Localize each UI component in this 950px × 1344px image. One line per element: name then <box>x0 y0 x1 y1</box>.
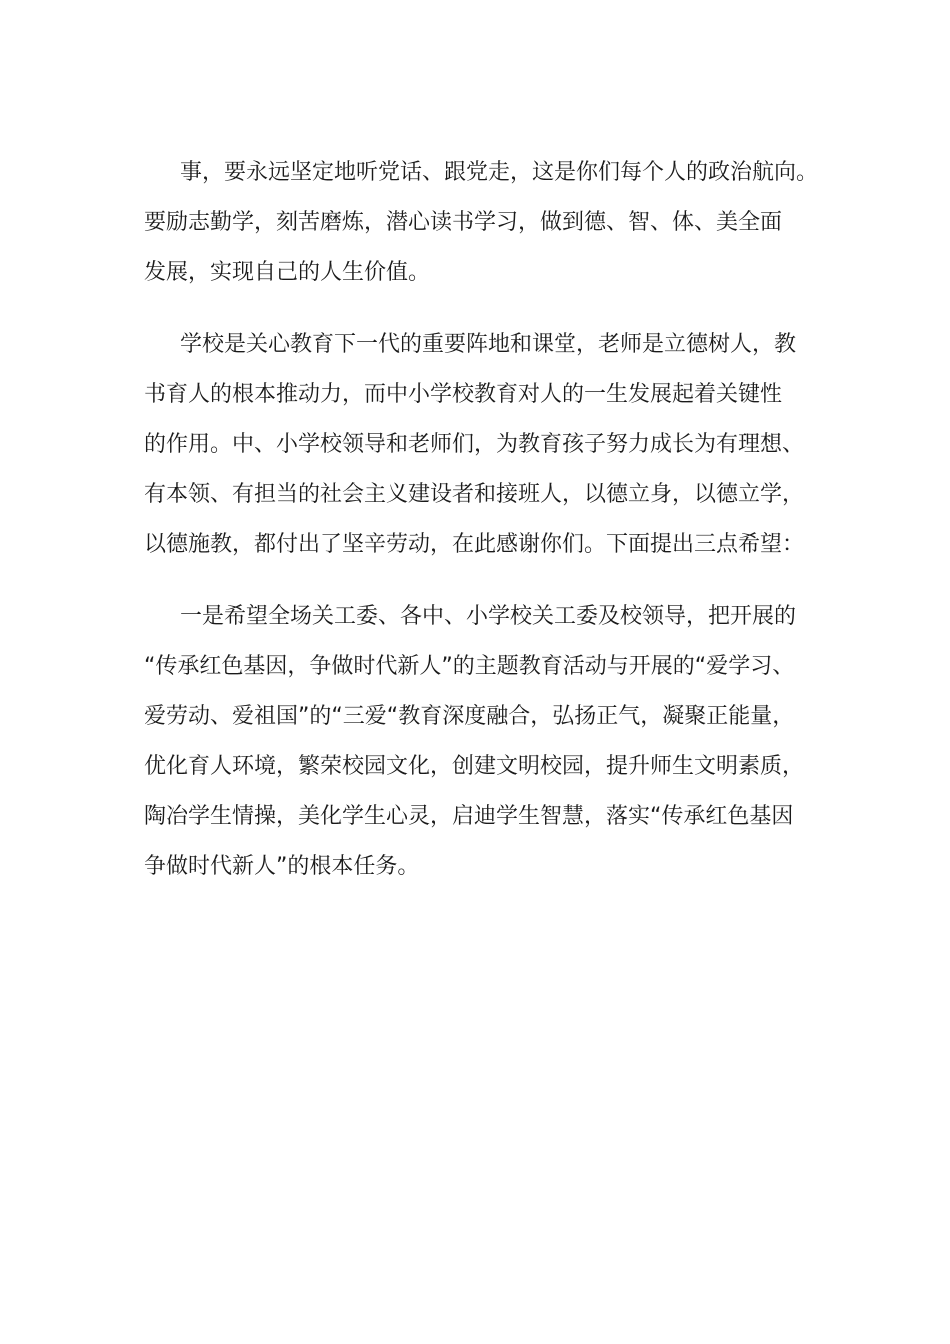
paragraph-line: 学校是关心教育下一代的重要阵地和课堂，老师是立德树人，教 <box>180 332 797 357</box>
paragraph-line: 要励志勤学，刻苦磨炼，潜心读书学习，做到德、智、体、美全面 <box>144 210 783 235</box>
paragraph-line: 的作用。中、小学校领导和老师们，为教育孩子努力成长为有理想、 <box>144 432 805 457</box>
paragraph-line: “传承红色基因，争做时代新人”的主题教育活动与开展的“爱学习、 <box>144 654 795 679</box>
paragraph-line: 事，要永远坚定地听党话、跟党走，这是你们每个人的政治航向。 <box>180 160 819 185</box>
paragraph-line: 一是希望全场关工委、各中、小学校关工委及校领导，把开展的 <box>180 604 797 629</box>
paragraph-line: 陶冶学生情操，美化学生心灵，启迪学生智慧，落实“传承红色基因 <box>144 804 794 829</box>
document-body <box>144 148 834 892</box>
paragraph-2 <box>144 320 834 570</box>
paragraph-3 <box>144 592 834 892</box>
paragraph-line: 爱劳动、爱祖国”的“三爱“教育深度融合，弘扬正气，凝聚正能量， <box>144 704 795 729</box>
paragraph-line: 书育人的根本推动力，而中小学校教育对人的一生发展起着关键性 <box>144 382 783 407</box>
paragraph-1 <box>144 148 834 298</box>
paragraph-spacer <box>144 570 834 592</box>
paragraph-spacer <box>144 298 834 320</box>
paragraph-line: 发展，实现自己的人生价值。 <box>144 260 431 285</box>
paragraph-line: 争做时代新人”的根本任务。 <box>144 854 420 879</box>
paragraph-line: 优化育人环境，繁荣校园文化，创建文明校园，提升师生文明素质， <box>144 754 805 779</box>
paragraph-line: 以德施教，都付出了坚辛劳动，在此感谢你们。下面提出三点希望： <box>144 532 805 557</box>
paragraph-line: 有本领、有担当的社会主义建设者和接班人，以德立身，以德立学， <box>144 482 805 507</box>
